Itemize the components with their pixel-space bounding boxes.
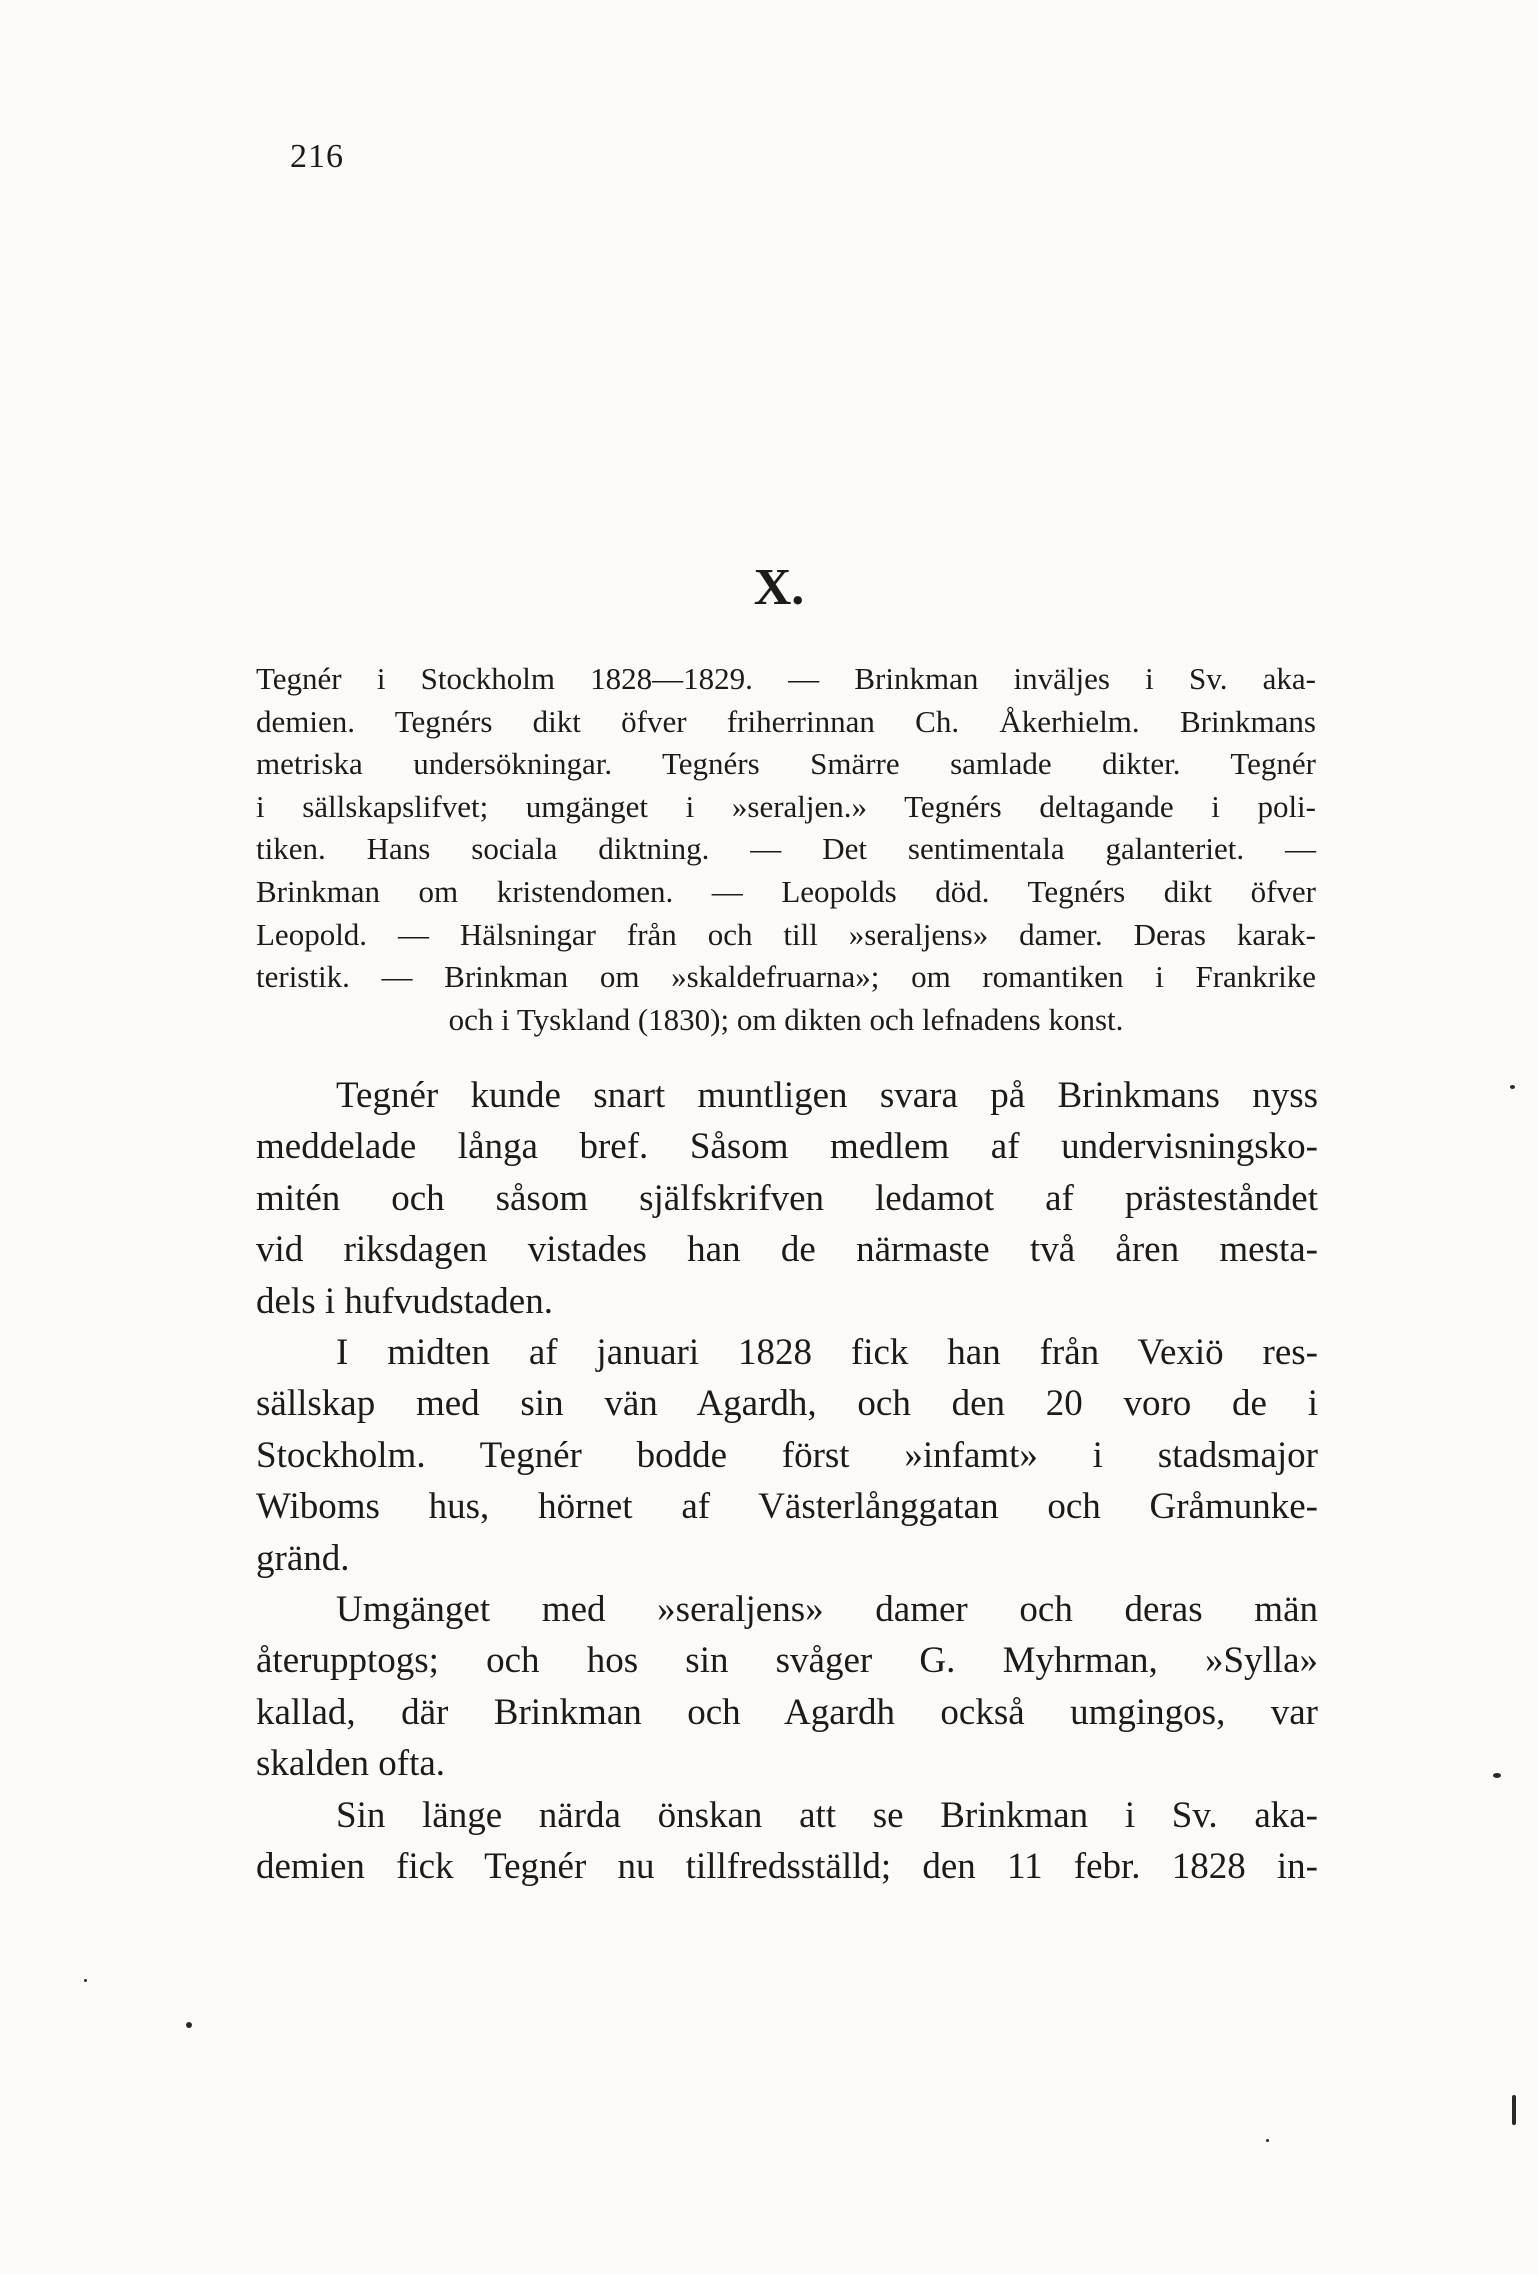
chapter-numeral: X.	[753, 559, 805, 616]
summary-line: Leopold. — Hälsningar från och till »seraljens» damer. Deras karak-	[256, 916, 1316, 952]
paragraph-line: meddelade långa bref. Såsom medlem af undervisningsko-	[256, 1126, 1318, 1168]
scan-speck	[1266, 2139, 1269, 2142]
summary-line: metriska undersökningar. Tegnérs Smärre samlade dikter. Tegnér	[256, 746, 1316, 782]
chapter-summary	[256, 658, 1316, 1041]
paragraph-line: återupptogs; och hos sin svåger G. Myhrman, »Sylla»	[256, 1640, 1318, 1682]
paragraph-line: demien fick Tegnér nu tillfredsställd; den 11 febr. 1828 in-	[256, 1846, 1318, 1888]
paragraph-line: Sin länge närda önskan att se Brinkman i Sv. aka-	[336, 1794, 1318, 1836]
paragraph-line: mitén och såsom själfskrifven ledamot af prästeståndet	[256, 1177, 1318, 1219]
summary-line: i sällskapslifvet; umgänget i »seraljen.» Tegnérs deltagande i poli-	[256, 788, 1316, 824]
page-number: 216	[290, 138, 344, 175]
body-text	[256, 1070, 1318, 1893]
summary-line: Tegnér i Stockholm 1828—1829. — Brinkman inväljes i Sv. aka-	[256, 661, 1316, 696]
paragraph-line: Wiboms hus, hörnet af Västerlånggatan och Gråmunke-	[256, 1486, 1318, 1528]
paragraph-line: vid riksdagen vistades han de närmaste två åren mesta-	[256, 1229, 1318, 1271]
paragraph-line: kallad, där Brinkman och Agardh också umgingos, var	[256, 1691, 1318, 1733]
summary-line: teristik. — Brinkman om »skaldefruarna»; om romantiken i Frankrike	[256, 959, 1316, 995]
paragraph-line: dels i hufvudstaden.	[256, 1280, 553, 1322]
scan-speck	[1512, 2095, 1516, 2125]
paragraph-line: I midten af januari 1828 fick han från Vexiö res-	[336, 1332, 1318, 1374]
summary-line: och i Tyskland (1830); om dikten och lefnadens konst.	[448, 1001, 1124, 1037]
scan-speck	[186, 2022, 192, 2028]
scan-speck	[1510, 1085, 1515, 1089]
scan-speck	[84, 1979, 87, 1982]
summary-line: demien. Tegnérs dikt öfver friherrinnan Ch. Åkerhielm. Brinkmans	[256, 703, 1316, 739]
paragraph-line: Stockholm. Tegnér bodde först »infamt» i stadsmajor	[256, 1434, 1318, 1476]
paragraph-line: Umgänget med »seraljens» damer och deras män	[336, 1589, 1318, 1631]
paragraph-line: gränd.	[256, 1537, 350, 1579]
summary-line: tiken. Hans sociala diktning. — Det sentimentala galanteriet. —	[256, 831, 1316, 867]
summary-line: Brinkman om kristendomen. — Leopolds död. Tegnérs dikt öfver	[256, 873, 1316, 909]
scan-speck	[1493, 1773, 1501, 1778]
paragraph-line: Tegnér kunde snart muntligen svara på Brinkmans nyss	[336, 1075, 1318, 1116]
paragraph-line: skalden ofta.	[256, 1743, 446, 1785]
paragraph-line: sällskap med sin vän Agardh, och den 20 voro de i	[256, 1383, 1318, 1425]
